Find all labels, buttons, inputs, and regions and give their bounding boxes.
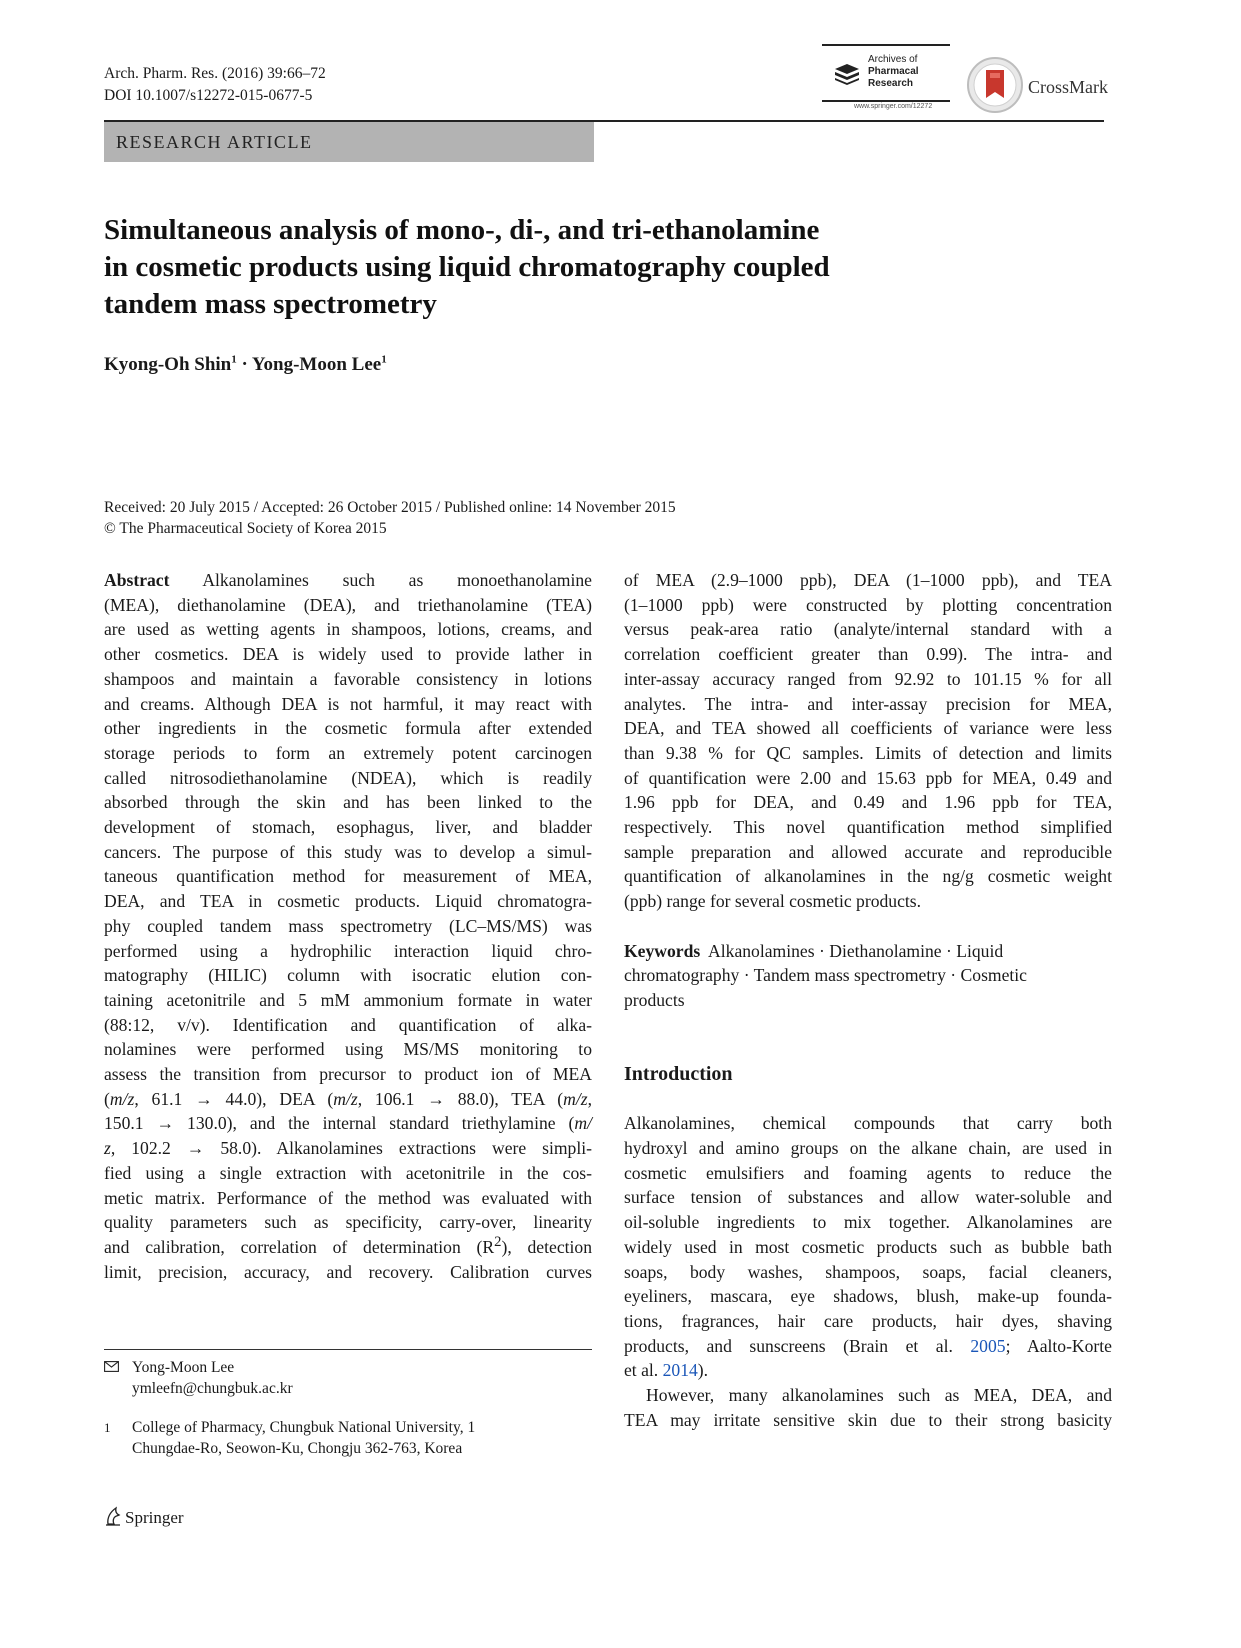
abstract-line: (MEA), diethanolamine (DEA), and triethanolamine (TEA) bbox=[104, 594, 592, 615]
abstract-line: quality parameters such as specificity, carry-over, linearity bbox=[104, 1212, 592, 1233]
author-2-affil: 1 bbox=[381, 353, 387, 366]
abstract-line: limit, precision, accuracy, and recovery. Calibration curves bbox=[104, 1261, 592, 1282]
author-1-affil: 1 bbox=[231, 353, 237, 366]
intro-line: TEA may irritate sensitive skin due to their strong basicity bbox=[624, 1409, 1112, 1430]
abstract-line: performed using a hydrophilic interaction liquid chro- bbox=[104, 940, 592, 961]
abstract-line: than 9.38 % for QC samples. Limits of detection and limits bbox=[624, 742, 1112, 763]
journal-citation: Arch. Pharm. Res. (2016) 39:66–72 bbox=[104, 65, 326, 82]
abstract-line: and creams. Although DEA is not harmful, it may react with bbox=[104, 693, 592, 714]
abstract-line: Abstract Alkanolamines such as monoethanolamine bbox=[104, 570, 592, 590]
abstract-line: inter-assay accuracy ranged from 92.92 to 101.15 % for all bbox=[624, 668, 1112, 689]
abstract-line: 1.96 ppb for DEA, and 0.49 and 1.96 ppb for TEA, bbox=[624, 792, 1112, 813]
footnote-rule bbox=[104, 1349, 592, 1350]
abstract-line: analytes. The intra- and inter-assay precision for MEA, bbox=[624, 693, 1112, 714]
keywords-label: Keywords bbox=[624, 940, 701, 961]
citation-link[interactable]: 2014 bbox=[662, 1360, 698, 1381]
abstract-line: quantification of alkanolamines in the ng/g cosmetic weight bbox=[624, 866, 1112, 887]
logo-url: www.springer.com/12272 bbox=[854, 103, 933, 110]
abstract-left-column bbox=[104, 568, 592, 1284]
journal-reference bbox=[104, 63, 326, 107]
keywords-line: Keywords Alkanolamines · Diethanolamine · Liquid bbox=[624, 940, 1004, 961]
abstract-line: metic matrix. Performance of the method was evaluated with bbox=[104, 1187, 592, 1208]
intro-line: soaps, body washes, shampoos, soaps, facial cleaners, bbox=[624, 1261, 1112, 1282]
author-list bbox=[104, 354, 387, 376]
title-line-1: Simultaneous analysis of mono-, di-, and tri-ethanolamine bbox=[104, 214, 820, 246]
title-line-3: tandem mass spectrometry bbox=[104, 288, 437, 320]
introduction-body bbox=[624, 1111, 1112, 1432]
crossmark-label: CrossMark bbox=[1028, 77, 1108, 97]
springer-horse-icon bbox=[104, 1506, 122, 1526]
corresponding-email[interactable]: ymleefn@chungbuk.ac.kr bbox=[132, 1380, 293, 1397]
abstract-line: absorbed through the skin and has been linked to the bbox=[104, 792, 592, 813]
affiliation-mark: 1 bbox=[104, 1420, 111, 1435]
abstract-label: Abstract bbox=[104, 570, 170, 590]
affiliation-line: Chungdae-Ro, Seowon-Ku, Chongju 362-763, Korea bbox=[132, 1440, 463, 1457]
abstract-line: development of stomach, esophagus, liver, and bladder bbox=[104, 817, 592, 838]
article-type-banner: RESEARCH ARTICLE bbox=[104, 122, 594, 162]
abstract-line: (1–1000 ppb) were constructed by plotting concentration bbox=[624, 594, 1112, 615]
author-separator: · bbox=[236, 354, 252, 375]
intro-line: tions, fragrances, hair care products, hair dyes, shaving bbox=[624, 1310, 1112, 1331]
doi[interactable]: DOI 10.1007/s12272-015-0677-5 bbox=[104, 87, 313, 104]
abstract-line: 150.1 → 130.0), and the internal standard triethylamine (m/ bbox=[104, 1113, 592, 1134]
abstract-line: phy coupled tandem mass spectrometry (LC–MS/MS) was bbox=[104, 915, 592, 936]
abstract-line: z, 102.2 → 58.0). Alkanolamines extractions were simpli- bbox=[104, 1138, 592, 1159]
history-dates: Received: 20 July 2015 / Accepted: 26 October 2015 / Published online: 14 November 2015 bbox=[104, 499, 676, 516]
abstract-line: fied using a single extraction with acetonitrile in the cos- bbox=[104, 1162, 592, 1183]
abstract-line: DEA, and TEA showed all coefficients of variance were less bbox=[624, 718, 1112, 739]
footnotes bbox=[104, 1357, 592, 1459]
copyright: © The Pharmaceutical Society of Korea 2015 bbox=[104, 520, 387, 537]
keywords-line: chromatography · Tandem mass spectrometry · Cosmetic bbox=[624, 965, 1027, 986]
abstract-line: taining acetonitrile and 5 mM ammonium formate in water bbox=[104, 989, 592, 1010]
abstract-line: versus peak-area ratio (analyte/internal standard with a bbox=[624, 619, 1112, 640]
logo-line-3: Research bbox=[868, 78, 914, 89]
paper-title bbox=[104, 212, 984, 323]
abstract-line: of MEA (2.9–1000 ppb), DEA (1–1000 ppb), and TEA bbox=[624, 570, 1112, 590]
open-book-icon bbox=[832, 58, 862, 88]
intro-line: surface tension of substances and allow water-soluble and bbox=[624, 1187, 1112, 1208]
abstract-line: DEA, and TEA in cosmetic products. Liquid chromatogra- bbox=[104, 891, 592, 912]
abstract-line: nolamines were performed using MS/MS monitoring to bbox=[104, 1039, 592, 1060]
abstract-line: are used as wetting agents in shampoos, lotions, creams, and bbox=[104, 619, 592, 640]
intro-line: products, and sunscreens (Brain et al. 2005; Aalto-Korte bbox=[624, 1335, 1112, 1356]
abstract-line: respectively. This novel quantification method simplified bbox=[624, 817, 1112, 838]
abstract-line: cancers. The purpose of this study was to develop a simul- bbox=[104, 841, 592, 862]
affiliation bbox=[104, 1417, 592, 1459]
introduction-heading: Introduction bbox=[624, 1062, 733, 1085]
crossmark-badge[interactable] bbox=[966, 56, 1116, 118]
keywords bbox=[624, 939, 1112, 1013]
journal-logo bbox=[822, 44, 950, 116]
intro-line: et al. 2014). bbox=[624, 1360, 709, 1381]
abstract-line: other ingredients in the cosmetic formula after extended bbox=[104, 718, 592, 739]
abstract-line: correlation coefficient greater than 0.99). The intra- and bbox=[624, 644, 1112, 665]
intro-line: eyeliners, mascara, eye shadows, blush, make-up founda- bbox=[624, 1286, 1112, 1307]
corresponding-author bbox=[104, 1357, 592, 1399]
abstract-line: other cosmetics. DEA is widely used to provide lather in bbox=[104, 644, 592, 665]
logo-line-2: Pharmacal bbox=[868, 66, 919, 77]
abstract-line: assess the transition from precursor to product ion of MEA bbox=[104, 1064, 592, 1085]
publication-dates bbox=[104, 497, 676, 539]
citation-link[interactable]: 2005 bbox=[970, 1335, 1006, 1356]
author-2: Yong-Moon Lee bbox=[251, 354, 382, 375]
title-line-2: in cosmetic products using liquid chromatography coupled bbox=[104, 251, 830, 283]
abstract-line: taneous quantification method for measurement of MEA, bbox=[104, 866, 592, 887]
intro-line: hydroxyl and amino groups on the alkane chain, are used in bbox=[624, 1138, 1112, 1159]
keywords-line: products bbox=[624, 989, 685, 1010]
publisher-mark bbox=[104, 1506, 184, 1528]
abstract-line: of quantification were 2.00 and 15.63 ppb for MEA, 0.49 and bbox=[624, 767, 1112, 788]
abstract-line: storage periods to form an extremely potent carcinogen bbox=[104, 742, 592, 763]
intro-line: widely used in most cosmetic products such as bubble bath bbox=[624, 1236, 1112, 1257]
abstract-line: (ppb) range for several cosmetic products. bbox=[624, 891, 922, 912]
envelope-icon bbox=[104, 1361, 119, 1372]
abstract-line: called nitrosodiethanolamine (NDEA), which is readily bbox=[104, 767, 592, 788]
abstract-line: sample preparation and allowed accurate and reproducible bbox=[624, 841, 1112, 862]
abstract-line: (m/z, 61.1 → 44.0), DEA (m/z, 106.1 → 88.0), TEA (m/z, bbox=[104, 1088, 592, 1109]
corresponding-name: Yong-Moon Lee bbox=[132, 1359, 235, 1376]
crossmark-icon bbox=[966, 56, 1024, 114]
intro-line: oil-soluble ingredients to mix together. Alkanolamines are bbox=[624, 1212, 1112, 1233]
intro-line: Alkanolamines, chemical compounds that carry both bbox=[624, 1113, 1112, 1134]
abstract-line: and calibration, correlation of determination $(R^2)$, detection bbox=[104, 1234, 592, 1257]
publisher-name: Springer bbox=[125, 1508, 184, 1527]
intro-line: However, many alkanolamines such as MEA, DEA, and bbox=[646, 1385, 1112, 1406]
affiliation-line: College of Pharmacy, Chungbuk National University, 1 bbox=[132, 1419, 476, 1436]
abstract-right-column bbox=[624, 568, 1112, 1432]
intro-line: cosmetic emulsifiers and foaming agents to reduce the bbox=[624, 1162, 1112, 1183]
abstract-line: (88:12, v/v). Identification and quantification of alka- bbox=[104, 1014, 592, 1035]
abstract-line: shampoos and maintain a favorable consistency in lotions bbox=[104, 668, 592, 689]
abstract-line: matography (HILIC) column with isocratic elution con- bbox=[104, 965, 592, 986]
logo-line-1: Archives of bbox=[868, 54, 918, 65]
author-1: Kyong-Oh Shin bbox=[104, 354, 232, 375]
